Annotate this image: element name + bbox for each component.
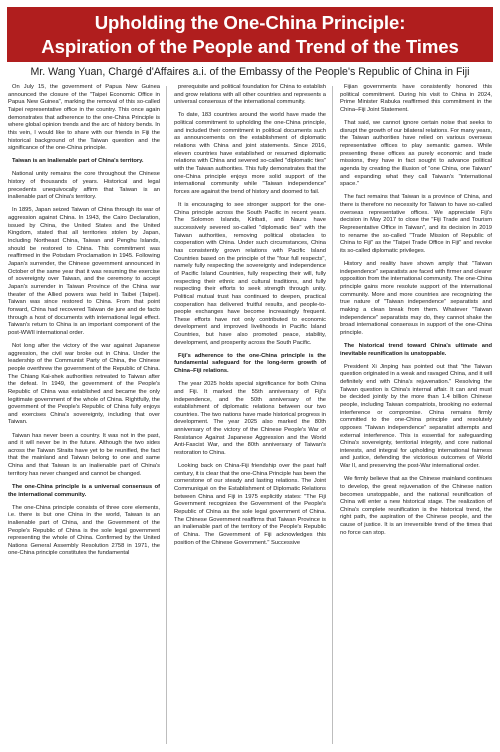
paragraph: Looking back on China-Fiji friendship over the past half century, it is clear that the one-China Principle has been the cornerstone of our steady and lasting relations. The Joint Communiqué on the Establishment of Diplomatic Relations between China and Fiji in 1975 explicitly states: "The Fiji Government recognizes the Government of the People's Republic of China as the sole legal government of China. The Chinese Government reaffirms that Taiwan Province is an inalienable part of the territory of the People's Republic of China. The Government of Fiji acknowledges this position of the Chinese Government." Successive bbox=[174, 463, 326, 546]
paragraph: The one-China principle consists of three core elements, i.e. there is but one China in the world, Taiwan is an inalienable part of China, and the Government of the People's Republic of China is the sole legal government representing the whole of China. Confirmed by the United Nations General Assembly Resolution 2758 in 1971, the one-China principle constitutes the fundamental bbox=[8, 504, 160, 557]
paragraph: We firmly believe that as the Chinese mainland continues to develop, the great rejuvenation of the Chinese nation becomes unstoppable, and the national reunification of China will enter a new historical stage. The realization of China's complete reunification is the historical trend, the right path, the aspiration of the Chinese people, and the cause of justice. It is an irreversible trend of the times that no force can stop. bbox=[340, 476, 492, 536]
paragraph: The fact remains that Taiwan is a province of China, and there is therefore no necessity for Taiwan to have so-called overseas representative offices. We appreciate Fiji's decision in May 2017 to close the "Fiji Trade and Tourism Representative Office in Taiwan", and its decision in 2019 to rename the so-called "Trade Mission of Republic of China to Fiji" as the "Taipei Trade Office in Fiji" and revoke its so-called diplomatic privileges. bbox=[340, 194, 492, 254]
section-heading: The historical trend toward China's ultimate and inevitable reunification is unstoppable. bbox=[340, 342, 492, 357]
paragraph: That said, we cannot ignore certain noise that seeks to disrupt the growth of our bilateral relations. For many years, the Taiwan authorities have relied on various overseas representative offices to play semantic games. While presenting these offices as purely economic and trade missions, they have in fact sought to advance political agenda by creating the illusion of "one China, one Taiwan" and expanding what they call Taiwan's "international space." bbox=[340, 120, 492, 188]
headline-line-1: Upholding the One-China Principle: bbox=[94, 12, 406, 33]
paragraph: To date, 183 countries around the world have made the political commitment to upholding the one-China principle, and included their commitment in political documents such as announcements on the establishment of diplomatic relations with China and joint statements. Since 2016, eleven countries have established or resumed diplomatic relations with China and severed so-called "diplomatic ties" with the Taiwan authorities. This fully demonstrates that the one-China principle enjoys more solid support of the international community while "Taiwan independence" forces are against the trend of history and doomed to fail. bbox=[174, 112, 326, 195]
paragraph: On July 15, the government of Papua New Guinea announced the closure of the "Taipei Economic Office in Papua New Guinea", marking the removal of this so-called Taipei representative office in the country. This once again demonstrates that adherence to the one-China Principle is where global opinion trends and the arc of history bends. In this vein, I would like to share with our friends in Fiji the historical background of the Taiwan question and the significance of the one-China principle. bbox=[8, 84, 160, 152]
byline: Mr. Wang Yuan, Chargé d'Affaires a.i. of the Embassy of the People's Republic of China in Fiji bbox=[30, 66, 470, 78]
article-column-3 bbox=[340, 84, 492, 744]
paragraph: prerequisite and political foundation for China to establish and grow relations with all other countries and represents a universal consensus of the international community. bbox=[174, 84, 326, 106]
paragraph: Not long after the victory of the war against Japanese aggression, the civil war broke out in China. Under the leadership of the Communist Party of China, the Chinese people overthrew the government of the Republic of China. The Chiang Kai-shek authorities retreated to Taiwan after the defeat. In 1949, the government of the People's Republic of China was established and became the only legitimate government of the whole of China. Rightfully, the government of the People's Republic of China fully enjoys and exercises China's sovereignty, including that over Taiwan. bbox=[8, 342, 160, 426]
section-heading: Taiwan is an inalienable part of China's territory. bbox=[12, 158, 144, 165]
paragraph: President Xi Jinping has pointed out that "the Taiwan question originated in a weak and ravaged China, and it will definitely end with China's rejuvenation." Resolving the Taiwan question is China's internal affair. It can and must be decided jointly by the more than 1.4 billion Chinese people, including Taiwan compatriots, brooking no external interference or compromise. China remains firmly committed to the one-China principle and resolutely opposes "Taiwan independence" separatist attempts and external interference. This is essential for safeguarding China's sovereignty, territorial integrity, and core national interests, and integral for upholding international fairness and justice, defending the victorious outcomes of World War II, and preserving the post-War international order. bbox=[340, 363, 492, 470]
article-column-2 bbox=[174, 84, 326, 744]
headline-banner bbox=[7, 7, 493, 62]
paragraph: National unity remains the core throughout the Chinese history of thousands of years. Historical and legal precedents unequivocally affirm that Taiwan is an inalienable part of China's territory. bbox=[8, 171, 160, 201]
paragraph: Taiwan has never been a country. It was not in the past, and it will never be in the future. Although the two sides across the Taiwan Straits have yet to be reunified, the fact that the mainland and Taiwan belong to one and same China and that Taiwan is an inalienable part of China's territory has never changed and cannot be changed. bbox=[8, 432, 160, 477]
column-divider bbox=[332, 86, 333, 744]
section-heading: The one-China principle is a universal consensus of the international community. bbox=[8, 483, 160, 498]
paragraph: In 1895, Japan seized Taiwan of China through its war of aggression against China. In 1943, the Cairo Declaration, issued by China, the United States and the United Kingdom, stated that all territories stolen by Japan, including Northeast China, Taiwan and Penghu Islands, should be restored to China. This commitment was reaffirmed in the Potsdam Proclamation in 1945. Following Japan's surrender, the Chinese government announced in October of the same year that it was resuming the exercise of sovereignty over Taiwan, and the ceremony to accept Japan's surrender in Taiwan Province of the China war theater of the Allied powers was held in Taibei (Taipei). Taiwan was since restored to China. From that point forward, China had recovered Taiwan de jure and de facto through a host of documents with international legal effect. Taiwan's return to China is an important component of the post-WWII international order. bbox=[8, 207, 160, 336]
paragraph: The year 2025 holds special significance for both China and Fiji. It marked the 55th anniversary of Fiji's independence, and the 50th anniversary of the establishment of diplomatic relations between our two countries. The two nations have made historical progress in development. The year 2025 also marked the 80th anniversary of the victory of the Chinese People's War of Resistance Against Japanese Aggression and the World Anti-Fascist War, and the 80th anniversary of Taiwan's restoration to China. bbox=[174, 381, 326, 457]
section-heading: Fiji's adherence to the one-China principle is the fundamental safeguard for the long-term growth of China–Fiji relations. bbox=[174, 352, 326, 375]
paragraph: Fijian governments have consistently honored this political commitment. During his visit to China in 2024, Prime Minister Rabuka reaffirmed this commitment in the China–Fiji Joint Statement. bbox=[340, 84, 492, 113]
paragraph: History and reality have shown amply that "Taiwan independence" separatists are faced with firmer and clearer opposition from the international community. The one-China principle gains more resolute support of the international community. More and more countries are recognizing the true nature of "Taiwan independence" separatists and making a clean break from them. Whatever "Taiwan independence" separatists may do, they cannot shake the broad international consensus in support of the one-China principle. bbox=[340, 260, 492, 336]
paragraph: It is encouraging to see stronger support for the one-China principle across the South Pacific in recent years. The Solomon Islands, Kiribati, and Nauru have successively severed so-called "diplomatic ties" with the Taiwan authorities, removing political obstacles to cooperation with China. Under such circumstances, China has consistently grown relations with Pacific Island Countries based on the principle of the "four full respects", namely fully respecting the sovereignty and independence of Pacific Island Countries, fully respecting their will, fully respecting their ethnic and cultural traditions, and fully respecting their efforts to seek strength through unity. Political mutual trust has continued to deepen, practical cooperation has delivered fruitful results, and people-to-people exchanges have become increasingly frequent. These efforts have not only contributed to economic development and improved livelihoods in Pacific Island Countries, but have also promoted peace, stability, development, and prosperity across the South Pacific. bbox=[174, 201, 326, 346]
headline-line-2: Aspiration of the People and Trend of the Times bbox=[41, 36, 459, 57]
column-divider bbox=[166, 86, 167, 744]
article-column-1 bbox=[8, 84, 160, 744]
